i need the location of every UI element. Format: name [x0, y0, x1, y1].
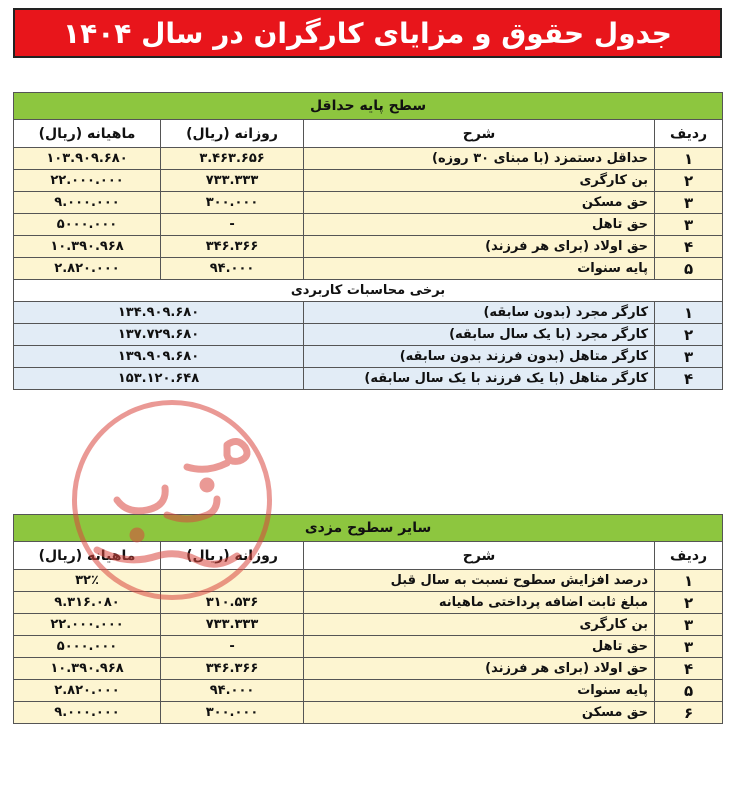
row-desc: حق اولاد (برای هر فرزند) — [304, 236, 655, 258]
calc-section-title: برخی محاسبات کاربردی — [14, 280, 723, 302]
row-index: ۳ — [655, 192, 723, 214]
table-row — [14, 258, 723, 280]
row-daily: ۹۴.۰۰۰ — [161, 680, 304, 702]
header-index: ردیف — [655, 120, 723, 148]
row-daily: ۷۳۳.۳۳۳ — [161, 614, 304, 636]
table-row — [14, 148, 723, 170]
row-index: ۵ — [655, 258, 723, 280]
row-index: ۳ — [655, 346, 723, 368]
row-desc: حق تاهل — [304, 214, 655, 236]
table-row — [14, 192, 723, 214]
row-value: ۱۵۳.۱۲۰.۶۴۸ — [14, 368, 304, 390]
row-desc: مبلغ ثابت اضافه پرداختی ماهیانه — [304, 592, 655, 614]
table-row — [14, 368, 723, 390]
section-title: سایر سطوح مزدی — [14, 515, 723, 542]
row-value: ۱۳۹.۹۰۹.۶۸۰ — [14, 346, 304, 368]
row-desc: کارگر مجرد (با یک سال سابقه) — [304, 324, 655, 346]
row-desc: حق مسکن — [304, 702, 655, 724]
base-wage-table — [13, 92, 723, 390]
row-index: ۲ — [655, 170, 723, 192]
table-row — [14, 214, 723, 236]
row-desc: درصد افزایش سطوح نسبت به سال قبل — [304, 570, 655, 592]
section-title: سطح پایه حداقل — [14, 93, 723, 120]
row-index: ۳ — [655, 214, 723, 236]
row-daily: ۳۰۰.۰۰۰ — [161, 702, 304, 724]
row-index: ۲ — [655, 324, 723, 346]
table-row — [14, 614, 723, 636]
row-daily: ۳۴۶.۳۶۶ — [161, 658, 304, 680]
row-daily: - — [161, 214, 304, 236]
row-monthly: ۱۰.۳۹۰.۹۶۸ — [14, 658, 161, 680]
table-row — [14, 170, 723, 192]
row-monthly: ۵۰۰۰.۰۰۰ — [14, 636, 161, 658]
row-desc: حق اولاد (برای هر فرزند) — [304, 658, 655, 680]
row-desc: کارگر متاهل (بدون فرزند بدون سابقه) — [304, 346, 655, 368]
row-daily: ۹۴.۰۰۰ — [161, 258, 304, 280]
row-monthly: ۱۰۳.۹۰۹.۶۸۰ — [14, 148, 161, 170]
row-desc: کارگر متاهل (با یک فرزند با یک سال سابقه) — [304, 368, 655, 390]
table-row — [14, 658, 723, 680]
table-row — [14, 592, 723, 614]
row-index: ۲ — [655, 592, 723, 614]
table-row — [14, 324, 723, 346]
row-desc: پایه سنوات — [304, 258, 655, 280]
table-row — [14, 702, 723, 724]
row-index: ۴ — [655, 236, 723, 258]
row-monthly: ۲.۸۲۰.۰۰۰ — [14, 258, 161, 280]
row-desc: حق مسکن — [304, 192, 655, 214]
row-value: ۱۳۷.۷۲۹.۶۸۰ — [14, 324, 304, 346]
header-monthly: ماهیانه (ریال) — [14, 542, 161, 570]
row-monthly: ۱۰.۳۹۰.۹۶۸ — [14, 236, 161, 258]
row-index: ۴ — [655, 658, 723, 680]
row-daily: ۷۳۳.۳۳۳ — [161, 170, 304, 192]
header-monthly: ماهیانه (ریال) — [14, 120, 161, 148]
header-desc: شرح — [304, 120, 655, 148]
header-daily: روزانه (ریال) — [161, 120, 304, 148]
table-row — [14, 346, 723, 368]
row-monthly: ۵۰۰۰.۰۰۰ — [14, 214, 161, 236]
row-desc: بن کارگری — [304, 614, 655, 636]
row-monthly: ۹.۳۱۶.۰۸۰ — [14, 592, 161, 614]
row-index: ۱ — [655, 570, 723, 592]
row-index: ۵ — [655, 680, 723, 702]
row-desc: بن کارگری — [304, 170, 655, 192]
row-monthly: ۲۲.۰۰۰.۰۰۰ — [14, 614, 161, 636]
row-daily: ۳۱۰.۵۳۶ — [161, 592, 304, 614]
row-index: ۶ — [655, 702, 723, 724]
header-index: ردیف — [655, 542, 723, 570]
row-monthly: ۲۲.۰۰۰.۰۰۰ — [14, 170, 161, 192]
row-value: ۱۳۴.۹۰۹.۶۸۰ — [14, 302, 304, 324]
table-row — [14, 236, 723, 258]
table-row — [14, 302, 723, 324]
row-monthly: ۹.۰۰۰.۰۰۰ — [14, 702, 161, 724]
row-daily — [161, 570, 304, 592]
row-index: ۳ — [655, 636, 723, 658]
row-monthly: ۲.۸۲۰.۰۰۰ — [14, 680, 161, 702]
row-daily: - — [161, 636, 304, 658]
header-daily: روزانه (ریال) — [161, 542, 304, 570]
header-desc: شرح — [304, 542, 655, 570]
row-daily: ۳۴۶.۳۶۶ — [161, 236, 304, 258]
table-row — [14, 680, 723, 702]
row-desc: حق تاهل — [304, 636, 655, 658]
row-monthly: ۹.۰۰۰.۰۰۰ — [14, 192, 161, 214]
row-index: ۳ — [655, 614, 723, 636]
row-desc: حداقل دستمزد (با مبنای ۳۰ روزه) — [304, 148, 655, 170]
row-index: ۱ — [655, 148, 723, 170]
row-daily: ۳۰۰.۰۰۰ — [161, 192, 304, 214]
other-wage-levels-table — [13, 514, 723, 724]
row-desc: کارگر مجرد (بدون سابقه) — [304, 302, 655, 324]
page-title: جدول حقوق و مزایای کارگران در سال ۱۴۰۴ — [13, 8, 722, 58]
row-desc: پایه سنوات — [304, 680, 655, 702]
table-row — [14, 570, 723, 592]
row-monthly: ۳۲٪ — [14, 570, 161, 592]
row-index: ۱ — [655, 302, 723, 324]
row-daily: ۳.۴۶۳.۶۵۶ — [161, 148, 304, 170]
row-index: ۴ — [655, 368, 723, 390]
table-row — [14, 636, 723, 658]
